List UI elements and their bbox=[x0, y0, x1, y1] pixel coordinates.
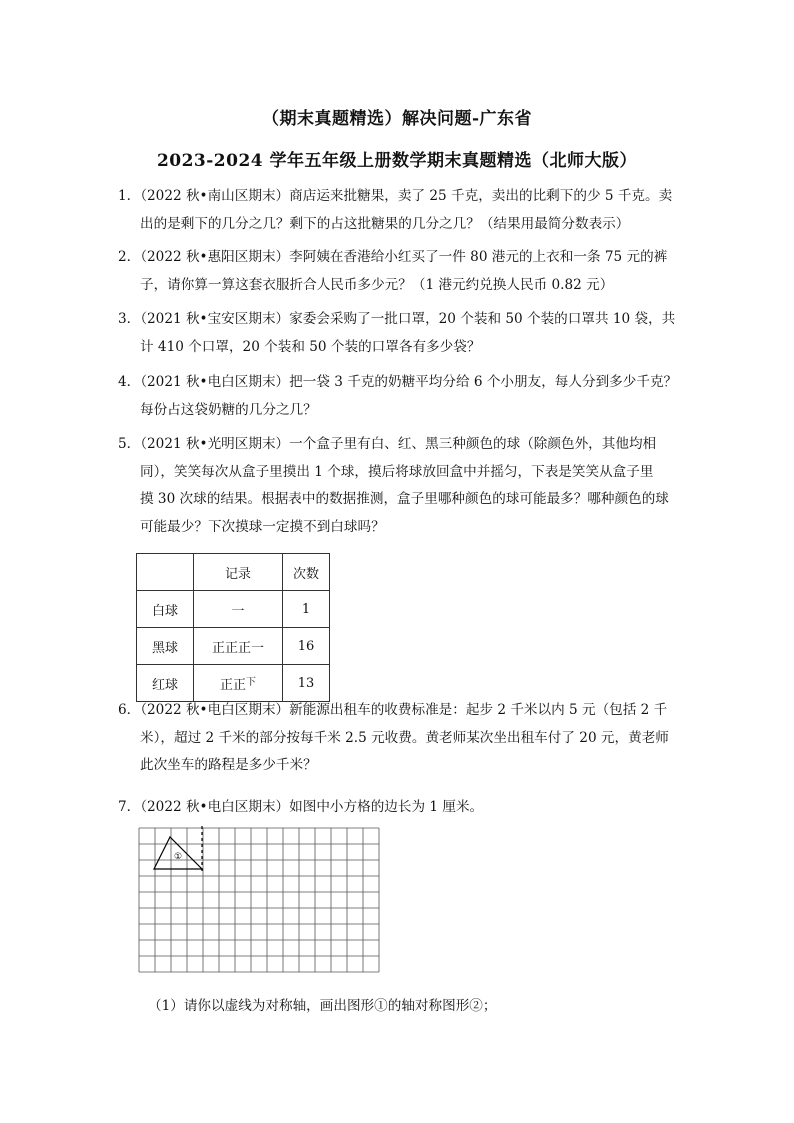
table-row bbox=[137, 665, 330, 702]
table-cell: 1 bbox=[283, 591, 330, 628]
question-3-line-1: 3．（2021 秋•宝安区期末）家委会采购了一批口罩，20 个装和 50 个装的口罩共 10 袋，共 bbox=[118, 311, 676, 327]
table-header-cell: 记录 bbox=[194, 554, 283, 591]
document-title-line1: （期末真题精选）解决问题-广东省 bbox=[261, 109, 533, 129]
table-cell: 一 bbox=[194, 591, 283, 628]
sub-question-1: （1）请你以虚线为对称轴，画出图形①的轴对称图形②； bbox=[148, 998, 497, 1014]
table-cell: 红球 bbox=[137, 665, 194, 702]
table-cell: 正正正一 bbox=[194, 628, 283, 665]
question-6 bbox=[118, 697, 678, 780]
triangle-label: ① bbox=[173, 852, 183, 862]
question-4-line-1: 4．（2021 秋•电白区期末）把一袋 3 千克的奶糖平均分给 6 个小朋友，每人分到多少千克？ bbox=[118, 374, 678, 390]
question-4 bbox=[118, 369, 678, 424]
table-cell bbox=[194, 665, 283, 702]
question-6-line-1: 6．（2022 秋•电白区期末）新能源出租车的收费标准是：起步 2 千米以内 5 元（包括 2 千 bbox=[118, 702, 668, 718]
question-1-line-1: 1．（2022 秋•南山区期末）商店运来批糖果，卖了 25 千克，卖出的比剩下的少 5 千克。卖 bbox=[118, 188, 673, 204]
question-5-line-2: 同），笑笑每次从盒子里摸出 1 个球，摸后将球放回盒中并摇匀，下表是笑笑从盒子里 bbox=[140, 463, 654, 480]
table-header-cell: 次数 bbox=[283, 554, 330, 591]
question-6-line-2: 米），超过 2 千米的部分按每千米 2.5 元收费。黄老师某次坐出租车付了 20 元，黄老师 bbox=[140, 729, 669, 746]
question-1-line-2: 出的是剩下的几分之几？剩下的占这批糖果的几分之几？（结果用最简分数表示） bbox=[140, 215, 630, 232]
tally-table bbox=[136, 553, 330, 702]
question-3 bbox=[118, 306, 678, 361]
grid-figure bbox=[138, 826, 382, 980]
tally-text: 正正 bbox=[219, 678, 246, 693]
question-7-line-1: 7．（2022 秋•电白区期末）如图中小方格的边长为 1 厘米。 bbox=[118, 799, 484, 815]
question-5-line-1: 5．（2021 秋•光明区期末）一个盒子里有白、红、黑三种颜色的球（除颜色外，其他均相 bbox=[118, 436, 657, 452]
table-cell: 黑球 bbox=[137, 628, 194, 665]
table-row bbox=[137, 628, 330, 665]
table-cell: 13 bbox=[283, 665, 330, 702]
question-5 bbox=[118, 431, 678, 541]
question-2 bbox=[118, 244, 678, 299]
table-row bbox=[137, 591, 330, 628]
table-header-cell bbox=[137, 554, 194, 591]
table-header-row bbox=[137, 554, 330, 591]
question-6-line-3: 此次坐车的路程是多少千米？ bbox=[140, 757, 317, 773]
question-2-line-1: 2．（2022 秋•惠阳区期末）李阿姨在香港给小红买了一件 80 港元的上衣和一条 75 元的裤 bbox=[118, 249, 668, 265]
tally-partial-mark: 下 bbox=[246, 677, 256, 688]
table-cell: 白球 bbox=[137, 591, 194, 628]
question-5-line-4: 可能最少？下次摸球一定摸不到白球吗？ bbox=[140, 518, 385, 535]
question-2-line-2: 子，请你算一算这套衣服折合人民币多少元？（1 港元约兑换人民币 0.82 元） bbox=[140, 276, 614, 293]
question-5-line-3: 摸 30 次球的结果。根据表中的数据推测，盒子里哪种颜色的球可能最多？哪种颜色的球 bbox=[140, 491, 669, 507]
question-3-line-2: 计 410 个口罩，20 个装和 50 个装的口罩各有多少袋？ bbox=[140, 338, 481, 355]
document-title-line2: 2023-2024 学年五年级上册数学期末真题精选（北师大版） bbox=[156, 151, 638, 171]
table-cell: 16 bbox=[283, 628, 330, 665]
question-1 bbox=[118, 183, 678, 238]
question-4-line-2: 每份占这袋奶糖的几分之几？ bbox=[140, 401, 317, 418]
question-7 bbox=[118, 794, 678, 822]
square-grid bbox=[139, 828, 379, 972]
